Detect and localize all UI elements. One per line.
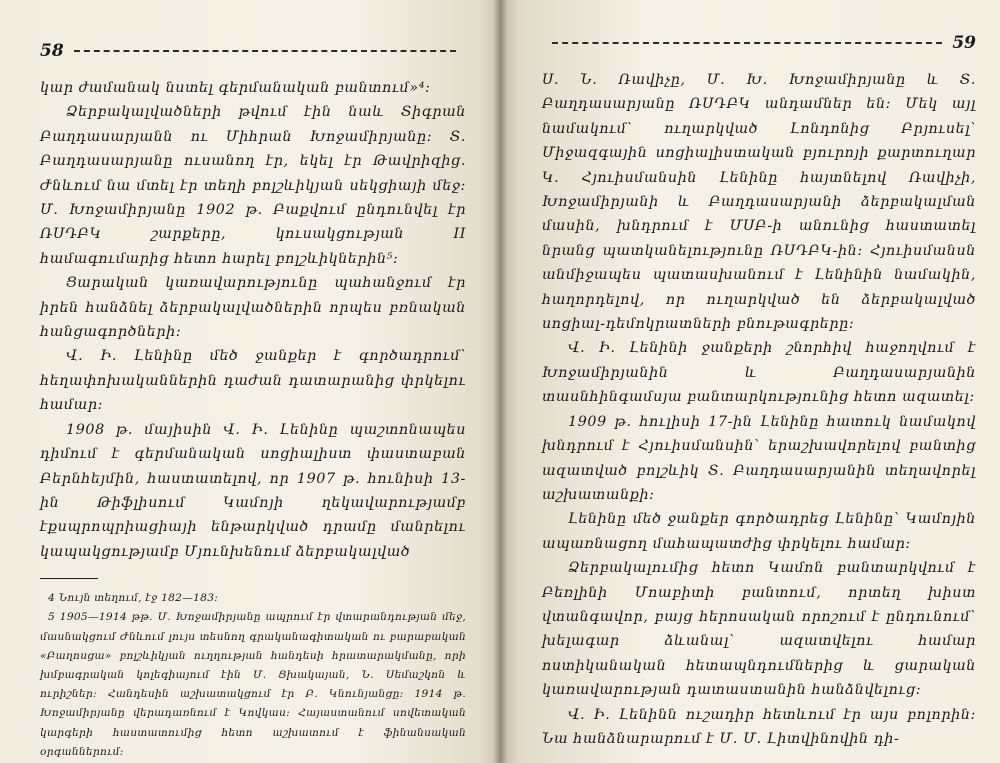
paragraph: Ձերբակալումից հետո Կամոն բանտարկվում է Բեռլինի Մոաբիտի բանտում, որտեղ խիստ վտանգավոր, բայց հերոսական որոշում է ընդունում՝ խելագար ձևանալ՝ ազատվելու համար ոստիկանական հետապնդումներից և ցարական կառավարության դատաստանին հանձնվելուց։ <box>542 560 976 699</box>
right-page-number: 59 <box>952 33 976 53</box>
left-body-text <box>40 76 466 564</box>
right-page <box>500 0 1000 763</box>
paragraph: Լենինը մեծ ջանքեր գործադրեց Լենինը՝ Կամոյին ապառնացող մահապատժից փրկելու համար։ <box>542 511 976 552</box>
right-body-text <box>542 68 976 751</box>
paragraph: Վ. Ի. Լենինն ուշադիր հետևում էր այս բոլորին։ Նա հանձնարարում է Մ. Մ. Լիտվինովին դի- <box>542 706 976 747</box>
right-running-head <box>542 32 976 54</box>
header-dash-rule <box>74 50 456 52</box>
footnote: 4 Նույն տեղում, էջ 182—183։ <box>48 592 219 605</box>
paragraph: Ձերբակալվածների թվում էին նաև Տիգրան Բաղդասարյանն ու Միհրան Խոջամիրյանը։ Տ. Բաղդասարյանը ուսանող էր, եկել էր Թավրիզից. Ժնևում նա մտել էր տեղի բոլշևիկյան սեկցիայի մեջ։ Մ. Խոջամիրյանը 1902 թ. Բաքվում ընդունվել էր ՌՍԴԲԿ շարքերը, կուսակցության II համագումարից հետո հարել բոլշևիկներին⁵։ <box>40 104 466 267</box>
left-page-number: 58 <box>40 41 64 61</box>
paragraph: կար ժամանակ նստել գերմանական բանտում»⁴։ <box>40 80 431 96</box>
paragraph: Ցարական կառավարությունը պահանջում էր իրեն հանձնել ձերբակալվածներին որպես բռնական հանցագործների։ <box>40 275 466 341</box>
paragraph: Վ. Ի. Լենինի ջանքերի շնորհիվ հաջողվում է Խոջամիրյանին և Բաղդասարյանին տասնհինգամսյա բանտարկությունից հետո ազատել։ <box>542 340 976 406</box>
footnote: 5 1905—1914 թթ. Մ. Խոջամիրյանը ապրում էր վտարանդության մեջ, մասնակցում Ժնևում լույս տեսնող գրականագիտական ու բարաբական «Բաղոսցա» բոլշևիկյան ուղղության հանդեսի հրատարակմանը, որի խմբագրական կոլեգիայում էին Մ. Ցխակայան, Ն. Սեմաշկոն և ուրիշներ։ Հանդեսին աշխատակցում էր Բ. Կնունյանցը։ 1914 թ. Խոջամիրյանը վերադառնում է Կովկաս։ Հայաստանում սովետական կարգերի հաստատումից հետո աշխատում է ֆինանսական օրգաններում։ <box>40 611 466 758</box>
paragraph: 1908 թ. մայիսին Վ. Ի. Լենինը պաշտոնապես դիմում է գերմանական սոցիալիստ փաստաբան Բերնհեյմին, հաստատելով, որ 1907 թ. հունիսի 13-ին Թիֆլիսում Կամոյի ղեկավարությամբ էքսպրոպրիացիայի ենթարկված դրամը մանրելու կապակցությամբ Մյունխենում ձերբակալված <box>40 421 466 560</box>
footnotes <box>40 589 466 762</box>
paragraph: 1909 թ. հուլիսի 17-ին Լենինը հատուկ նամակով խնդրում է Հյուիսմանսին՝ երաշխավորելով բանտից ազատված բոլշևիկ Տ. Բաղդասարյանին տեղավորել աշխատանքի։ <box>542 413 976 503</box>
footnote-rule <box>40 578 98 579</box>
paragraph: Ս. Ն. Ռավիչը, Մ. Խ. Խոջամիրյանը և Տ. Բաղդասարյանը ՌՍԴԲԿ անդամներ են։ Մեկ այլ նամակում՝ ուղարկված Լոնդոնից Բրյուսել՝ Միջազգային սոցիալիստական բյուրոյի քարտուղար Կ. Հյուիսմանսին Լենինը հայտնելով Ռավիչի, Խոջամիրյանի և Բաղդասարյանի ձերբակալման մասին, խնդրում է ՄՍԲ-ի անունից հաստատել նրանց պատկանելությունը ՌՍԴԲԿ-ին։ Հյուիսմանսն անմիջապես պատասխանում է Լենինին նամակին, հաղորդելով, որ ուղարկված են ձերբակալված սոցիալ-դեմոկրատների բնութագրերը։ <box>542 72 976 333</box>
paragraph: Վ. Ի. Լենինը մեծ ջանքեր է գործադրում՝ հեղափոխականներին դաժան դատարանից փրկելու համար։ <box>40 348 466 414</box>
header-dash-rule <box>552 42 942 44</box>
left-running-head <box>40 40 466 62</box>
